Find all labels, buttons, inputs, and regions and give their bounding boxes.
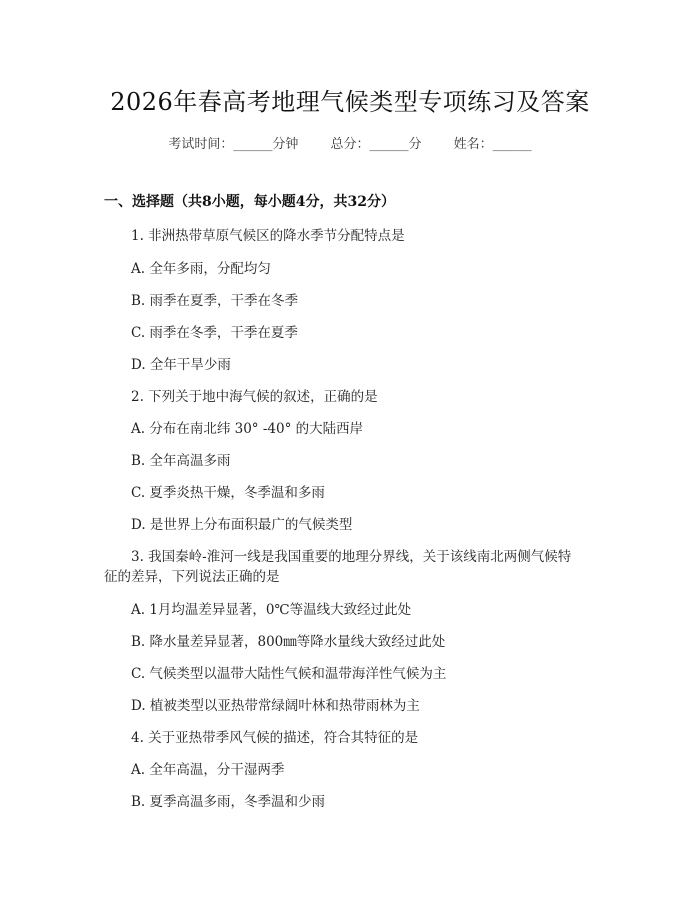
question-2-option-a: A. 分布在南北纬 30° -40° 的大陆西岸: [131, 421, 364, 437]
question-3-option-b: B. 降水量差异显著，800㎜等降水量线大致经过此处: [131, 634, 446, 650]
question-2-option-b: B. 全年高温多雨: [131, 453, 231, 469]
section-heading-choice: 一、选择题（共8小题，每小题4分，共32分）: [104, 194, 395, 210]
question-4-option-b: B. 夏季高温多雨，冬季温和少雨: [131, 794, 326, 810]
question-1-option-d: D. 全年干旱少雨: [131, 357, 231, 373]
question-1-option-a: A. 全年多雨，分配均匀: [131, 261, 271, 277]
exam-meta: [0, 133, 700, 152]
question-3-stem-line-2: 征的差异，下列说法正确的是: [104, 569, 280, 585]
question-4-stem: 4. 关于亚热带季风气候的描述，符合其特征的是: [131, 730, 419, 746]
question-3-option-d: D. 植被类型以亚热带常绿阔叶林和热带雨林为主: [131, 698, 420, 714]
question-2-option-d: D. 是世界上分布面积最广的气候类型: [131, 517, 353, 533]
question-2-stem: 2. 下列关于地中海气候的叙述，正确的是: [131, 389, 378, 405]
question-1-option-c: C. 雨季在冬季，干季在夏季: [131, 325, 298, 341]
total-score: 总分：______分: [330, 137, 422, 152]
exam-time: 考试时间：______分钟: [168, 137, 299, 152]
question-1-option-b: B. 雨季在夏季，干季在冬季: [131, 293, 299, 309]
question-3-option-a: A. 1月均温差异显著，0℃等温线大致经过此处: [131, 602, 412, 618]
question-3-stem-line-1: 3. 我国秦岭-淮河一线是我国重要的地理分界线，关于该线南北两侧气候特: [131, 549, 572, 565]
question-2-option-c: C. 夏季炎热干燥，冬季温和多雨: [131, 485, 325, 501]
page-title: 2026年春高考地理气候类型专项练习及答案: [110, 88, 590, 116]
question-1-stem: 1. 非洲热带草原气候区的降水季节分配特点是: [131, 228, 405, 244]
student-name: 姓名：______: [453, 137, 532, 152]
question-4-option-a: A. 全年高温，分干湿两季: [131, 762, 285, 778]
question-3-option-c: C. 气候类型以温带大陆性气候和温带海洋性气候为主: [131, 666, 447, 682]
